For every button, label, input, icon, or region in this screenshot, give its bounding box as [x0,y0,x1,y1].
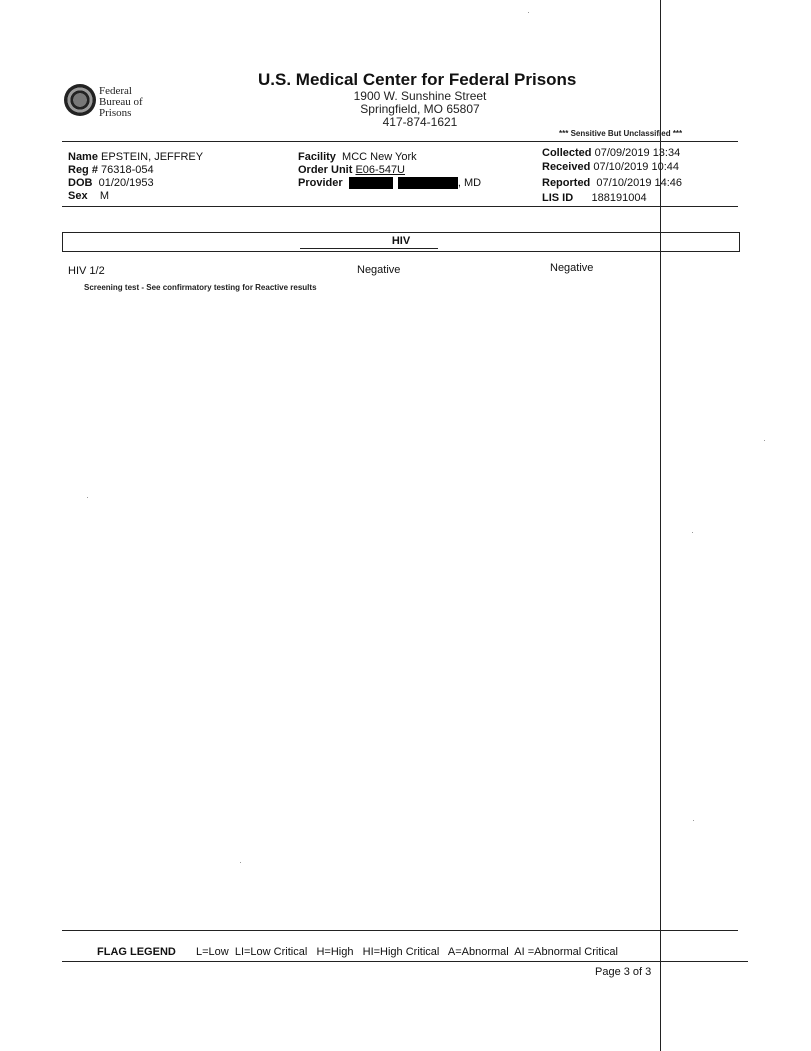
patient-name-row [68,151,203,164]
redaction-block [349,177,393,189]
test-result: Negative [357,264,401,276]
legend-item: HI=High Critical [362,946,440,958]
header-rule [62,141,738,142]
test-reference: Negative [550,262,594,274]
provider-suffix: , MD [457,177,482,189]
received-value: 07/10/2019 10:44 [593,161,680,173]
sex-value: M [99,190,109,202]
phone-number: 417-874-1621 [382,115,458,129]
sensitivity-banner: *** Sensitive But Unclassified *** [559,129,683,138]
scan-speck [528,12,529,13]
collected-value: 07/09/2019 13:34 [594,147,681,159]
flag-legend [97,946,618,958]
patient-rule [62,206,738,207]
logo-line-3: Prisons [99,107,132,119]
order-unit-value: E06-547U [355,164,406,176]
reg-number: 76318-054 [101,164,154,176]
reg-label: Reg # [68,164,98,176]
collected-label: Collected [542,147,592,159]
provider-row [298,177,481,190]
dob-label: DOB [68,177,93,189]
footer-rule-bottom [62,961,748,962]
legend-item: L=Low [195,946,229,958]
order-unit-label: Order Unit [298,164,353,176]
section-title-underline [300,248,438,249]
address-line-1: 1900 W. Sunshine Street [353,89,487,103]
received-row [542,161,679,174]
patient-name: EPSTEIN, JEFFREY [101,151,204,163]
lis-row [542,192,647,205]
sex-row [68,190,109,203]
address-line-2: Springfield, MO 65807 [360,102,480,116]
redaction-block [398,177,458,189]
received-label: Received [542,161,591,173]
dob-row [68,177,154,190]
legend-item: LI=Low Critical [234,946,308,958]
facility-label: Facility [298,151,336,163]
reported-label: Reported [542,177,591,189]
section-header-box [62,232,740,252]
logo-line-1: Federal [99,85,132,97]
reported-value: 07/10/2019 14:46 [596,177,683,189]
scan-speck [764,440,765,441]
reg-row [68,164,154,177]
page-number: Page 3 of 3 [595,966,652,978]
logo-line-2: Bureau of [99,96,143,108]
test-name: HIV 1/2 [68,265,105,277]
footer-rule-top [62,930,738,931]
collected-row [542,147,680,160]
provider-label: Provider [298,177,343,189]
facility-row [298,151,417,164]
scan-speck [87,497,88,498]
legend-item: H=High [316,946,354,958]
lis-value: 188191004 [591,192,647,204]
flag-legend-title: FLAG LEGEND [97,946,176,958]
scan-speck [240,862,241,863]
sex-label: Sex [68,190,88,202]
lis-label: LIS ID [542,192,574,204]
legend-item: AI =Abnormal Critical [514,946,618,958]
facility-value: MCC New York [342,151,417,163]
scan-speck [692,532,693,533]
scan-speck [693,820,694,821]
dob-value: 01/20/1953 [98,177,154,189]
bop-seal-icon [64,84,96,116]
reported-row [542,177,682,190]
legend-item: A=Abnormal [447,946,509,958]
section-title: HIV [391,235,411,247]
page-title: U.S. Medical Center for Federal Prisons [258,70,577,89]
order-unit-row [298,164,405,177]
name-label: Name [68,151,98,163]
test-note: Screening test - See confirmatory testing for Reactive results [84,283,317,292]
